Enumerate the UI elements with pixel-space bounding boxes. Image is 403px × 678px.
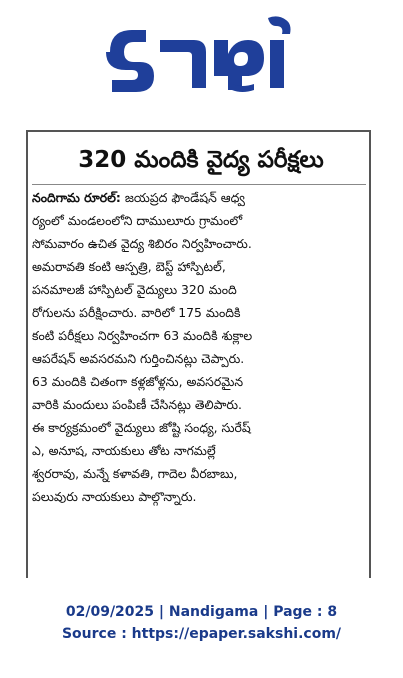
article-line: సోమవారం ఉచిత వైద్య శిబిరం నిర్వహించారు.: [32, 236, 252, 251]
article-body: [32, 186, 366, 508]
article-line: పలువురు నాయకులు పాల్గొన్నారు.: [32, 489, 197, 504]
article-line: కంటి పరీక్షలు నిర్వహించగా 63 మందికి శుక్లాల: [32, 328, 253, 343]
footer-date-edition: 02/09/2025 | Nandigama | Page : 8: [65, 604, 338, 620]
article-line: రోగులను పరీక్షించారు. వారిలో 175 మందికి: [32, 305, 241, 320]
article-line: అమరావతి కంటి ఆస్పత్రి, బెస్ట్ హాస్పిటల్,: [32, 259, 226, 274]
article-line: 63 మందికి చితంగా కళ్లజోళ్లను, అవసరమైన: [32, 374, 244, 389]
article-headline: 320 మందికి వైద్య పరీక్షలు: [78, 147, 324, 173]
article-line: ఎ, అనూష, నాయకులు తోట నాగమల్లే: [32, 443, 216, 458]
article-line: ఆపరేషన్ అవసరమని గుర్తించినట్లు చెప్పారు.: [32, 351, 245, 366]
sakshi-logo: [100, 12, 300, 92]
article-dateline: నందిగామ రూరల్:: [32, 190, 121, 205]
footer-source: Source : https://epaper.sakshi.com/: [61, 626, 342, 642]
headline-divider: [32, 184, 366, 185]
sakshi-logo-icon: [100, 12, 300, 92]
article-line: శ్వరరావు, మన్నే కళావతి, గాదెల వీరబాబు,: [32, 466, 238, 481]
article-line: ఈ కార్యక్రమంలో వైద్యులు జోష్టి సంధ్య, సురేష్: [32, 420, 251, 435]
article-line-text: జయప్రద ఫౌండేషన్ ఆధ్వ: [120, 190, 245, 205]
article-line: ర్యంలో మండలంలోని దాములూరు గ్రామంలో: [32, 213, 243, 228]
article-line: [32, 186, 366, 209]
article-line: పనమాలజీ హాస్పిటల్ వైద్యులు 320 మంది: [32, 282, 237, 297]
article-line: వారికి మందులు పంపిణీ చేసినట్లు తెలిపారు.: [32, 397, 242, 412]
